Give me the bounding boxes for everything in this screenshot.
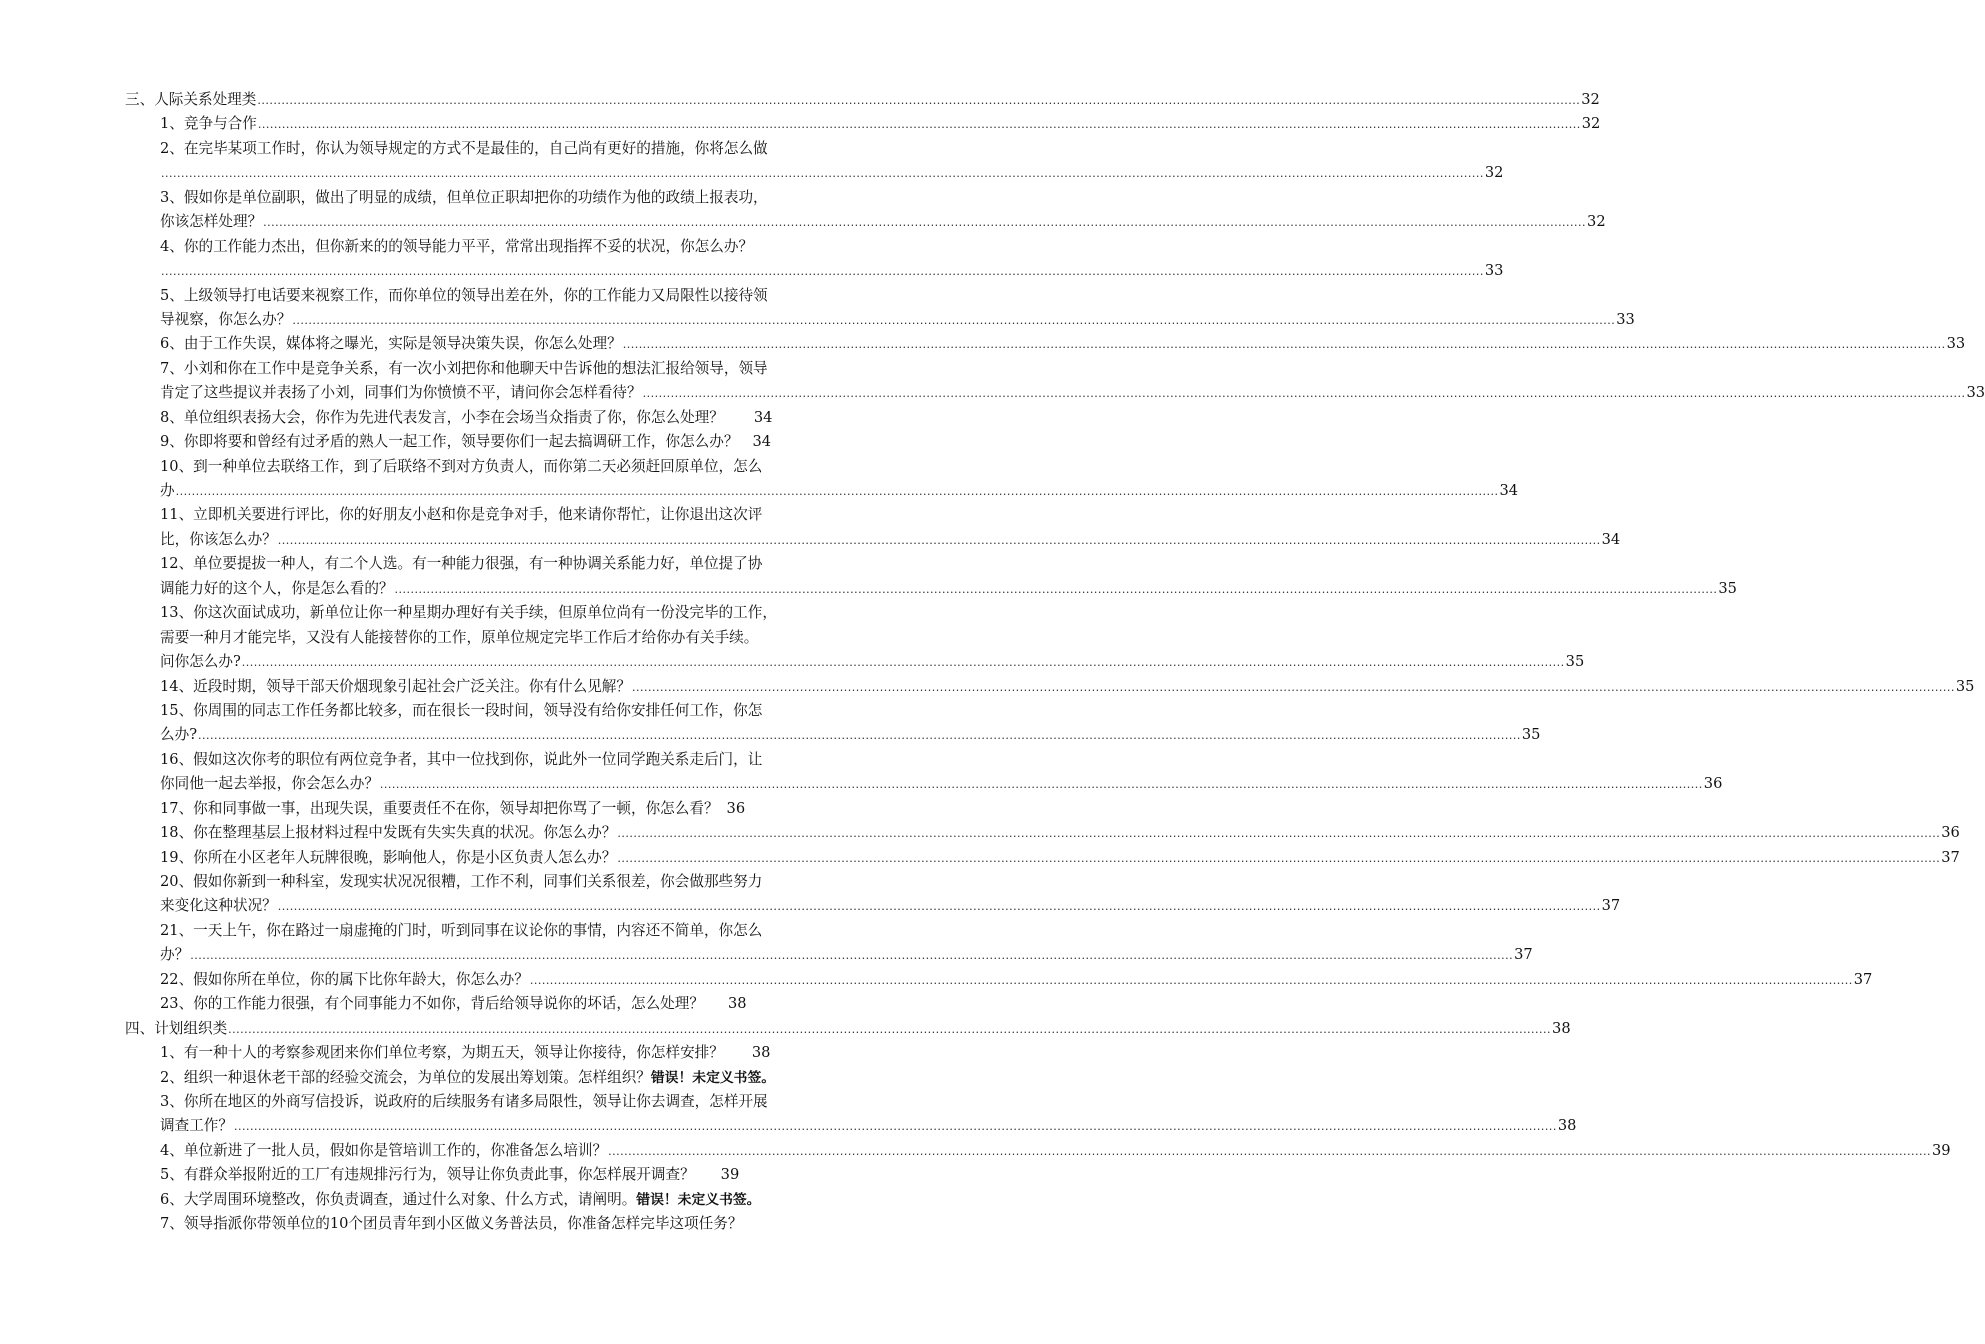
toc-entry-text: 9、你即将要和曾经有过矛盾的熟人一起工作，领导要你们一起去搞调研工作，你怎么办？ (160, 433, 739, 451)
toc-entry-text: 比，你该怎么办？ (160, 530, 277, 548)
dot-leader (617, 846, 1940, 871)
page-number: 37 (1514, 946, 1533, 964)
toc-entry[interactable] (160, 210, 1606, 234)
bookmark-error: 错误！未定义书签。 (636, 1191, 761, 1208)
toc-entry-text: 调能力好的这个人，你是怎么看的？ (160, 579, 394, 597)
dot-leader (234, 1114, 1557, 1139)
page-number: 35 (1565, 653, 1585, 671)
toc-entry[interactable] (160, 455, 860, 479)
toc-entry-text: 你同他一起去举报，你会怎么办？ (160, 775, 379, 793)
toc-entry[interactable] (160, 919, 860, 943)
toc-entry[interactable] (160, 381, 1985, 405)
toc-entry[interactable] (160, 308, 1635, 332)
toc-entry-text: 22、假如你所在单位，你的属下比你年龄大，你怎么办？ (160, 970, 529, 988)
page-number: 35 (1718, 579, 1737, 597)
toc-entry-text: 问你怎么办? (160, 653, 241, 671)
page-number: 34 (752, 433, 772, 451)
toc-entry-text: 3、你所在地区的外商写信投诉，说政府的后续服务有诸多局限性，领导让你去调查，怎样开展 (160, 1092, 768, 1110)
toc-entry-text: 10、到一种单位去联络工作，到了后联络不到对方负责人，而你第二天必须赶回原单位，怎么 (160, 457, 763, 475)
dot-leader (278, 894, 1601, 919)
page-number: 38 (751, 1044, 771, 1062)
page-number: 38 (1557, 1117, 1577, 1135)
page-number: 34 (1601, 530, 1621, 548)
toc-entry[interactable] (160, 650, 1585, 674)
page-number: 36 (1703, 775, 1723, 793)
dot-leader (608, 1139, 1931, 1164)
toc-entry[interactable] (160, 1139, 1951, 1163)
page-number: 38 (727, 995, 747, 1013)
toc-entry-text: 20、假如你新到一种科室，发现实状况况很糟，工作不利，同事们关系很差，你会做那些努力 (160, 873, 763, 890)
toc-entry[interactable] (160, 992, 860, 1016)
toc-entry[interactable] (160, 406, 860, 430)
dot-leader (161, 161, 1484, 186)
toc-entry-text: 7、小刘和你在工作中是竞争关系，有一次小刘把你和他聊天中告诉他的想法汇报给领导，领导 (160, 359, 768, 377)
dot-leader (643, 381, 1966, 406)
toc-entry-text: 办 (160, 482, 175, 499)
toc-entry-text: 调查工作？ (160, 1117, 233, 1135)
toc-entry[interactable] (160, 112, 1601, 136)
toc-entry[interactable] (160, 675, 1975, 699)
toc-entry[interactable] (160, 601, 860, 625)
toc-entry[interactable] (160, 1188, 860, 1212)
page-number: 32 (1484, 164, 1504, 182)
dot-leader (263, 210, 1586, 235)
toc-entry-text: 4、你的工作能力杰出，但你新来的的领导能力平平，常常出现指挥不妥的状况，你怎么办？ (160, 237, 754, 255)
toc-entry[interactable] (160, 943, 1533, 967)
page-number: 35 (1521, 726, 1541, 744)
dot-leader (242, 650, 1565, 675)
dot-leader (228, 1017, 1551, 1042)
toc-entry[interactable] (160, 528, 1621, 552)
toc-entry-text: 11、立即机关要进行评比，你的好朋友小赵和你是竞争对手，他来请你帮忙，让你退出这次评 (160, 506, 763, 524)
toc-entry-text: 18、你在整理基层上报材料过程中发既有失实失真的状况。你怎么办？ (160, 824, 617, 842)
toc-entry[interactable] (160, 357, 860, 381)
page-number: 38 (1552, 1019, 1571, 1037)
toc-entry-text: 么办? (160, 726, 198, 744)
dot-leader (190, 943, 1513, 968)
dot-leader (176, 479, 1499, 504)
toc-entry[interactable] (160, 1212, 860, 1236)
page-number: 37 (1941, 848, 1960, 866)
toc-entry[interactable] (160, 161, 1504, 185)
bookmark-error: 错误！未定义书签。 (650, 1069, 776, 1086)
page-number: 36 (1941, 824, 1960, 842)
toc-entry[interactable] (160, 1090, 860, 1114)
toc-entry-text: 来变化这种状况？ (160, 897, 277, 915)
dot-leader (161, 259, 1484, 284)
toc-entry-text: 13、你这次面试成功，新单位让你一种星期办理好有关手续，但原单位尚有一份没完毕的工作， (160, 604, 777, 622)
toc-entry-text: 23、你的工作能力很强，有个同事能力不如你，背后给领导说你的坏话，怎么处理？ (160, 995, 704, 1013)
toc-entry[interactable] (160, 772, 1723, 796)
toc-entry[interactable] (160, 821, 1960, 845)
toc-entry-text: 办？ (160, 946, 190, 964)
toc-entry-text: 8、单位组织表扬大会，你作为先进代表发言，小李在会场当众指责了你，你怎么处理？ (160, 408, 724, 426)
toc-entry-text: 15、你周围的同志工作任务都比较多，而在很长一段时间，领导没有给你安排任何工作，你怎 (160, 701, 763, 719)
toc-entry-text: 6、大学周围环境整改，你负责调查，通过什么对象、什么方式，请阐明。 (160, 1190, 637, 1208)
page-number: 32 (1581, 115, 1601, 133)
toc-entry[interactable] (160, 699, 860, 723)
toc-entry[interactable] (160, 503, 860, 527)
toc-entry[interactable] (160, 186, 860, 210)
dot-leader (278, 528, 1601, 553)
dot-leader (623, 332, 1946, 357)
page-number: 37 (1601, 897, 1621, 915)
toc-entry[interactable] (160, 1114, 1577, 1138)
page-number: 33 (1616, 310, 1635, 328)
page-number: 35 (1955, 677, 1975, 695)
toc-entry-text: 导视察，你怎么办？ (160, 310, 292, 328)
page-number: 33 (1484, 262, 1504, 280)
dot-leader (198, 723, 1521, 748)
toc-entry[interactable] (160, 797, 860, 821)
toc-entry[interactable] (160, 235, 860, 259)
page-number: 34 (1499, 482, 1519, 499)
toc-entry[interactable] (160, 894, 1621, 918)
dot-leader (530, 968, 1853, 993)
toc-entry-text: 5、上级领导打电话要来视察工作，而你单位的领导出差在外，你的工作能力又局限性以接待领 (160, 286, 768, 304)
page-number: 33 (1966, 384, 1985, 402)
page-number: 37 (1853, 970, 1873, 988)
toc-entry-text: 4、单位新进了一批人员，假如你是管培训工作的，你准备怎么培训？ (160, 1141, 608, 1159)
toc-entry-text: 17、你和同事做一事，出现失误，重要责任不在你，领导却把你骂了一顿，你怎么看？ (160, 799, 719, 817)
toc-entry-text: 需要一种月才能完毕，又没有人能接替你的工作，原单位规定完毕工作后才给你办有关手续。 (160, 628, 759, 646)
toc-entry[interactable] (160, 332, 1966, 356)
page-number: 39 (1931, 1141, 1951, 1159)
toc-entry-text: 你该怎样处理？ (160, 213, 263, 231)
table-of-contents (0, 88, 1985, 1237)
toc-entry-text: 6、由于工作失误，媒体将之曝光，实际是领导决策失误，你怎么处理？ (160, 335, 622, 353)
toc-entry-text: 7、领导指派你带领单位的10个团员青年到小区做义务普法员，你准备怎样完毕这项任务？ (160, 1215, 743, 1233)
toc-entry[interactable] (160, 1163, 860, 1187)
toc-entry-text: 四、计划组织类 (125, 1019, 228, 1037)
toc-entry-text: 14、近段时期，领导干部天价烟现象引起社会广泛关注。你有什么见解？ (160, 677, 631, 695)
toc-entry[interactable] (160, 1041, 860, 1065)
toc-entry-text: 16、假如这次你考的职位有两位竞争者，其中一位找到你，说此外一位同学跑关系走后门，让 (160, 750, 763, 768)
toc-entry[interactable] (160, 968, 1873, 992)
dot-leader (292, 308, 1615, 333)
page-number: 33 (1946, 335, 1966, 353)
toc-entry[interactable] (160, 430, 860, 454)
toc-entry[interactable] (160, 577, 1737, 601)
toc-entry[interactable] (160, 552, 860, 576)
page-number: 32 (1587, 213, 1606, 231)
toc-entry-text: 1、有一种十人的考察参观团来你们单位考察，为期五天，领导让你接待，你怎样安排？ (160, 1044, 724, 1062)
toc-entry[interactable] (160, 284, 860, 308)
toc-entry-text: 三、人际关系处理类 (125, 91, 257, 108)
toc-entry-text: 3、假如你是单位副职，做出了明显的成绩，但单位正职却把你的功绩作为他的政绩上报表功， (160, 188, 768, 206)
toc-entry-text: 21、一天上午，你在路过一扇虚掩的门时，听到同事在议论你的事情，内容还不简单，你怎么 (160, 921, 763, 939)
toc-entry[interactable] (160, 626, 860, 650)
page-number: 39 (720, 1166, 740, 1184)
toc-entry[interactable] (160, 723, 1541, 747)
dot-leader (258, 112, 1581, 137)
toc-entry-text: 19、你所在小区老年人玩牌很晚，影响他人，你是小区负责人怎么办？ (160, 848, 617, 866)
toc-entry[interactable] (160, 137, 860, 161)
page-number: 32 (1581, 91, 1600, 108)
page-number: 36 (726, 799, 746, 817)
dot-leader (617, 821, 1940, 846)
toc-entry[interactable] (160, 479, 1519, 503)
toc-entry[interactable] (160, 846, 1960, 870)
toc-entry[interactable] (125, 1017, 1571, 1041)
toc-entry-text: 肯定了这些提议并表扬了小刘，同事们为你愤愤不平，请问你会怎样看待？ (160, 384, 642, 402)
toc-entry-text: 2、在完毕某项工作时，你认为领导规定的方式不是最佳的，自己尚有更好的措施，你将怎么做 (160, 139, 768, 157)
toc-entry-text: 1、竞争与合作 (160, 115, 257, 133)
dot-leader (380, 772, 1703, 797)
page-number: 34 (753, 408, 773, 426)
dot-leader (257, 88, 1580, 113)
toc-entry[interactable] (125, 88, 1600, 112)
toc-entry[interactable] (160, 870, 860, 894)
dot-leader (632, 675, 1955, 700)
dot-leader (395, 577, 1718, 602)
toc-entry[interactable] (160, 748, 860, 772)
toc-entry-text: 2、组织一种退休老干部的经验交流会，为单位的发展出筹划策。怎样组织？ (160, 1068, 651, 1086)
toc-entry-text: 12、单位要提拔一种人，有二个人选。有一种能力很强，有一种协调关系能力好，单位提了协 (160, 555, 763, 573)
toc-entry-text: 5、有群众举报附近的工厂有违规排污行为，领导让你负责此事，你怎样展开调查？ (160, 1166, 695, 1184)
toc-entry[interactable] (160, 1066, 860, 1090)
toc-entry[interactable] (160, 259, 1504, 283)
